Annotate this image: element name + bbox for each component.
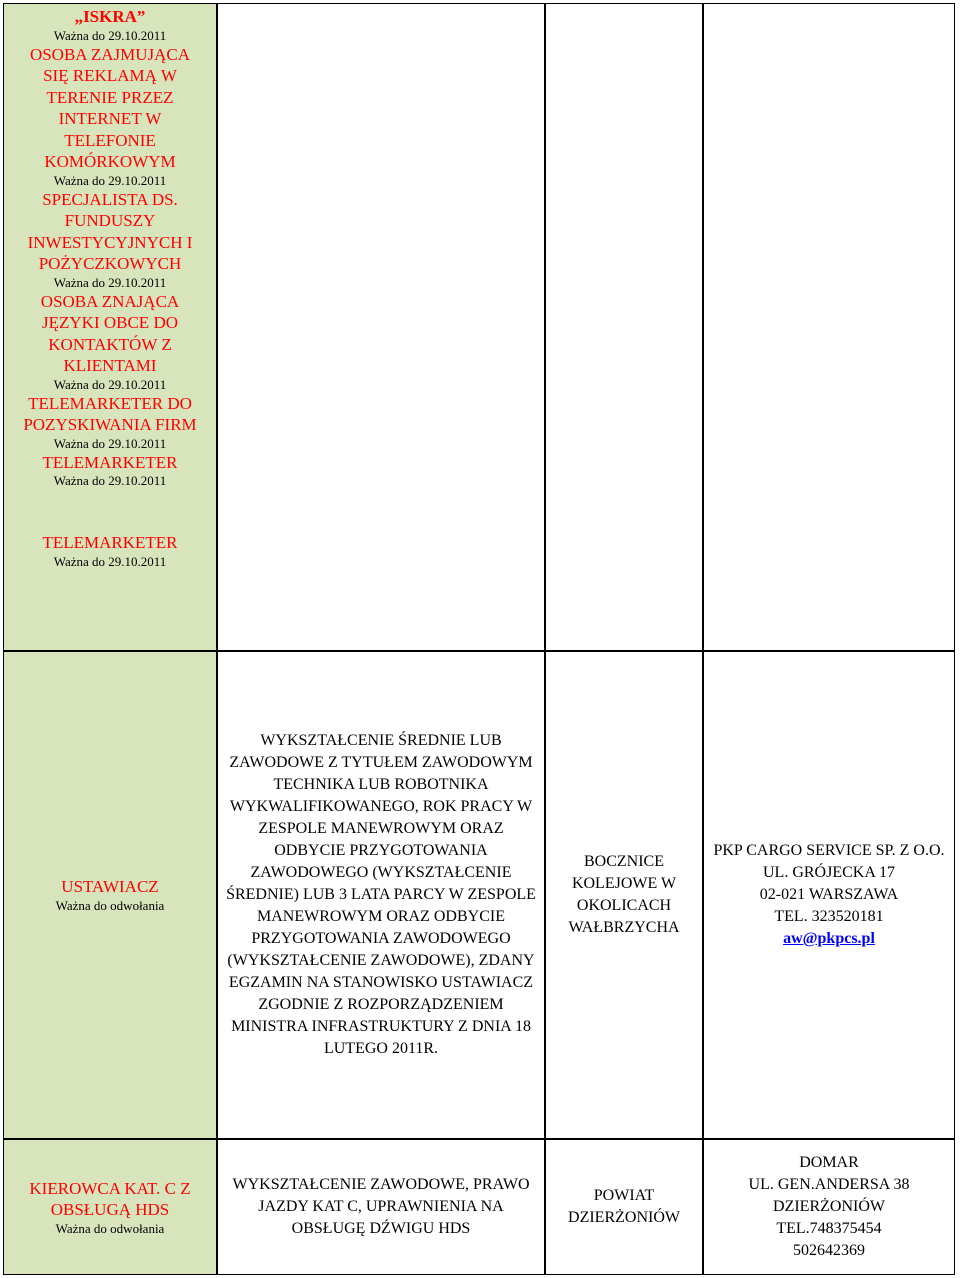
job-title: „ISKRA” — [74, 7, 146, 26]
job-entry — [20, 291, 200, 393]
job-validity: Ważna do 29.10.2011 — [53, 172, 167, 188]
job-validity: Ważna do odwołania — [55, 897, 165, 913]
employer-name: PKP CARGO SERVICE SP. Z O.O. — [713, 842, 945, 859]
job-validity: Ważna do 29.10.2011 — [53, 27, 167, 43]
job-entry — [10, 189, 210, 291]
job-title: SPECJALISTA DS. FUNDUSZY INWESTYCYJNYCH I POŻYCZKOWYCH — [27, 189, 193, 273]
employer-street: UL. GRÓJECKA 17 — [762, 864, 895, 881]
employer-name: DOMAR — [799, 1154, 859, 1171]
job-title: USTAWIACZ — [61, 877, 159, 897]
job-validity: Ważna do 29.10.2011 — [53, 376, 167, 392]
requirements-cell — [217, 1139, 545, 1275]
job-entry — [20, 44, 200, 189]
employer-cell — [703, 1139, 955, 1275]
job-validity: Ważna do 29.10.2011 — [53, 435, 167, 451]
requirements-text: WYKSZTAŁCENIE ŚREDNIE LUB ZAWODOWE Z TYTUŁEM ZAWODOWYM TECHNIKA LUB ROBOTNIKA WYKWALIFIKOWANEGO, ROK PRACY W ZESPOLE MANEWROWYM ORAZ ODBYCIE PRZYGOTOWANIA ZAWODOWEGO (WYKSZTAŁCENIE ŚREDNIE) LUB 3 LATA PARCY W ZESPOLE MANEWROWYM ORAZ ODBYCIE PRZYGOTOWANIA ZAWODOWEGO (WYKSZTAŁCENIE ZAWODOWE), ZDANY EGZAMIN NA STANOWISKO USTAWIACZ ZGODNIE Z ROZPORZĄDZENIEM MINISTRA INFRASTRUKTURY Z DNIA 18 LUTEGO 2011R. — [226, 732, 536, 1057]
employer-email-link[interactable]: aw@pkpcs.pl — [783, 930, 875, 947]
location-text: BOCZNICE KOLEJOWE W OKOLICACH WAŁBRZYCHA — [568, 853, 680, 936]
job-title-cell — [3, 1139, 217, 1275]
job-entry — [10, 6, 210, 44]
requirements-text: WYKSZTAŁCENIE ZAWODOWE, PRAWO JAZDY KAT C, UPRAWNIENIA NA OBSŁUGĘ DŹWIGU HDS — [232, 1176, 530, 1237]
job-title: OSOBA ZNAJĄCA JĘZYKI OBCE DO KONTAKTÓW Z KLIENTAMI — [40, 291, 180, 375]
job-title: KIEROWCA KAT. C Z OBSŁUGĄ HDS — [29, 1178, 191, 1219]
job-title: TELEMARKETER — [42, 452, 178, 472]
job-offers-table — [3, 3, 955, 1275]
job-validity: Ważna do 29.10.2011 — [53, 473, 167, 488]
job-validity: Ważna do 29.10.2011 — [53, 274, 167, 290]
job-validity: Ważna do odwołania — [55, 1220, 165, 1236]
employer-city: DZIERŻONIÓW — [773, 1198, 885, 1215]
requirements-cell — [217, 3, 545, 651]
location-cell — [545, 651, 703, 1139]
location-cell — [545, 3, 703, 651]
employer-street: UL. GEN.ANDERSA 38 — [748, 1176, 910, 1193]
employer-phone: TEL.748375454 — [776, 1220, 882, 1237]
location-text: POWIAT DZIERŻONIÓW — [568, 1187, 680, 1226]
job-entry — [10, 452, 210, 490]
employer-cell — [703, 3, 955, 651]
employer-phone: TEL. 323520181 — [774, 908, 884, 925]
job-title-cell — [3, 651, 217, 1139]
location-cell — [545, 1139, 703, 1275]
job-entry — [10, 393, 210, 452]
job-title: TELEMARKETER DO POZYSKIWANIA FIRM — [23, 393, 197, 434]
employer-city: 02-021 WARSZAWA — [759, 886, 899, 903]
job-validity: Ważna do 29.10.2011 — [53, 553, 167, 569]
employer-cell — [703, 651, 955, 1139]
job-entry — [10, 532, 210, 570]
job-title: OSOBA ZAJMUJĄCA SIĘ REKLAMĄ W TERENIE PRZEZ INTERNET W TELEFONIE KOMÓRKOWYM — [29, 44, 191, 171]
job-title-cell — [3, 3, 217, 651]
requirements-cell — [217, 651, 545, 1139]
job-title: TELEMARKETER — [42, 533, 178, 552]
employer-phone: 502642369 — [793, 1242, 865, 1259]
